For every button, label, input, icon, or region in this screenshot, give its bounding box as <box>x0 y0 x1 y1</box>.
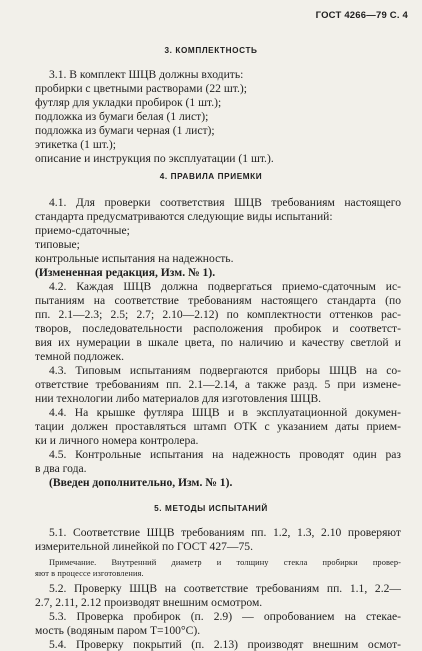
text-line: этикетка (1 шт.); <box>35 138 116 151</box>
text-line: измерительной линейкой по ГОСТ 427—75. <box>35 540 253 553</box>
text-line: стандарта предусматриваются следующие виды испытаний: <box>35 210 333 223</box>
text-line: 3.1. В комплект ШЦВ должны входить: <box>49 68 244 81</box>
text-line: 2.7, 2.11, 2.12 производят внешним осмотром. <box>35 596 263 609</box>
text-line: пп. 2.1—2.3; 2.5; 2.7; 2.10—2.12) по комплектности оттенков рас- <box>35 308 401 321</box>
text-line: ответствие требованиям пп. 2.1—2.14, а также разд. 5 при измене- <box>35 378 401 391</box>
text-line: пробирки с цветными растворами (22 шт.); <box>35 82 247 95</box>
section-title-acceptance-rules: 4. ПРАВИЛА ПРИЕМКИ <box>159 172 263 181</box>
amendment-note: (Введен дополнительно, Изм. № 1). <box>49 476 233 489</box>
text-line: 4.4. На крышке футляра ШЦВ и в эксплуатационной докумен- <box>49 406 401 419</box>
text-line: описание и инструкция по эксплуатации (1 шт.). <box>35 152 274 165</box>
text-line: подложка из бумаги черная (1 лист); <box>35 124 215 137</box>
text-line: 4.5. Контрольные испытания на надежность проводят один раз <box>49 448 401 461</box>
text-line: темной подложек. <box>35 350 125 363</box>
text-line: 5.3. Проверка пробирок (п. 2.9) — опробованием на стекае- <box>49 610 401 623</box>
text-line: нии технологии либо материалов для изготовления ШЦВ. <box>35 392 322 405</box>
text-line: 5.1. Соответствие ШЦВ требованиям пп. 1.2, 1.3, 2.10 проверяют <box>49 526 401 539</box>
note-line: Примечание. Внутренний диаметр и толщину стекла пробирки провер- <box>49 558 401 567</box>
page-header: ГОСТ 4266—79 С. 4 <box>315 10 408 21</box>
text-line: приемо-сдаточные; <box>35 224 130 237</box>
text-line: пытаниям на соответствие требованиям настоящего стандарта (по <box>35 294 401 307</box>
text-line: в два года. <box>35 462 87 475</box>
text-line: 4.3. Типовым испытаниям подвергаются приборы ШЦВ на со- <box>49 364 401 377</box>
text-line: 5.2. Проверку ШЦВ на соответствие требованиям пп. 1.1, 2.2— <box>49 582 401 595</box>
text-line: тации должен проставляться штамп ОТК с указанием даты прием- <box>35 420 401 433</box>
section-title-test-methods: 5. МЕТОДЫ ИСПЫТАНИЙ <box>154 504 268 513</box>
text-line: вия их нумерации в шкале цвета, по наличию и качеству светлой и <box>35 336 401 349</box>
text-line: 5.4. Проверку покрытий (п. 2.13) производят внешним осмот- <box>49 638 401 651</box>
text-line: творов, последовательности расположения пробирок и соответст- <box>35 322 401 335</box>
text-line: ки и личного номера контролера. <box>35 434 199 447</box>
text-line: футляр для укладки пробирок (1 шт.); <box>35 96 222 109</box>
text-line: 4.2. Каждая ШЦВ должна подвергаться приемо-сдаточным ис- <box>49 280 401 293</box>
text-line: контрольные испытания на надежность. <box>35 252 234 265</box>
note-line: яют в процессе изготовления. <box>35 569 144 578</box>
text-line: 4.1. Для проверки соответствия ШЦВ требованиям настоящего <box>49 196 401 209</box>
text-line: подложка из бумаги белая (1 лист); <box>35 110 209 123</box>
text-line: мость (водяным паром Т=100°С). <box>35 624 201 637</box>
section-title-completeness: 3. КОМПЛЕКТНОСТЬ <box>164 46 258 55</box>
text-line: типовые; <box>35 238 80 251</box>
amendment-note: (Измененная редакция, Изм. № 1). <box>35 266 216 279</box>
